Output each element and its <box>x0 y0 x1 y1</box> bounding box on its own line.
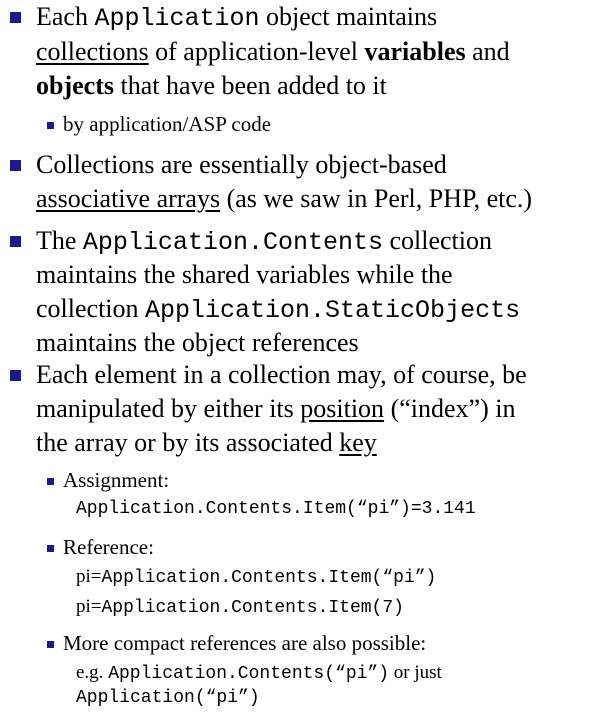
code-compact-2: Application(“pi”) <box>76 688 260 708</box>
bullet-4-line-2: manipulated by either its position (“index”) in <box>36 394 516 423</box>
sub-reference-label: Reference: <box>63 535 154 559</box>
bullet-1-sub: by application/ASP code <box>63 112 272 136</box>
bullet-square-icon <box>10 160 21 171</box>
bullet-3-line-1: The Application.Contents collection <box>36 226 492 257</box>
bullet-3-line-2: maintains the shared variables while the <box>36 260 453 289</box>
code-reference-1: pi=Application.Contents.Item(“pi”) <box>76 566 437 588</box>
sub-bullet-square-icon <box>47 545 54 552</box>
code-assignment: Application.Contents.Item(“pi”)=3.141 <box>76 499 476 519</box>
bullet-3-line-3: collection Application.StaticObjects <box>36 294 521 325</box>
bullet-square-icon <box>10 12 21 23</box>
sub-bullet-square-icon <box>47 122 54 129</box>
bullet-4-line-1: Each element in a collection may, of course, be <box>36 360 527 389</box>
sub-bullet-square-icon <box>47 641 54 648</box>
bullet-square-icon <box>10 370 21 381</box>
bullet-2-line-1: Collections are essentially object-based <box>36 150 447 179</box>
sub-compact-label: More compact references are also possible: <box>63 631 427 655</box>
sub-assignment-label: Assignment: <box>63 468 170 492</box>
code-compact-1: e.g. Application.Contents(“pi”) or just <box>76 662 442 684</box>
code-reference-2: pi=Application.Contents.Item(7) <box>76 596 404 618</box>
bullet-4-line-3: the array or by its associated key <box>36 428 377 457</box>
bullet-2-line-2: associative arrays (as we saw in Perl, PHP, etc.) <box>36 184 533 213</box>
bullet-1-line-1: Each Application object maintains <box>36 2 438 33</box>
bullet-3-line-4: maintains the object references <box>36 328 359 357</box>
bullet-1-line-2: collections of application-level variables and <box>36 37 510 66</box>
bullet-square-icon <box>10 236 21 247</box>
bullet-1-line-3: objects that have been added to it <box>36 71 387 100</box>
sub-bullet-square-icon <box>47 478 54 485</box>
